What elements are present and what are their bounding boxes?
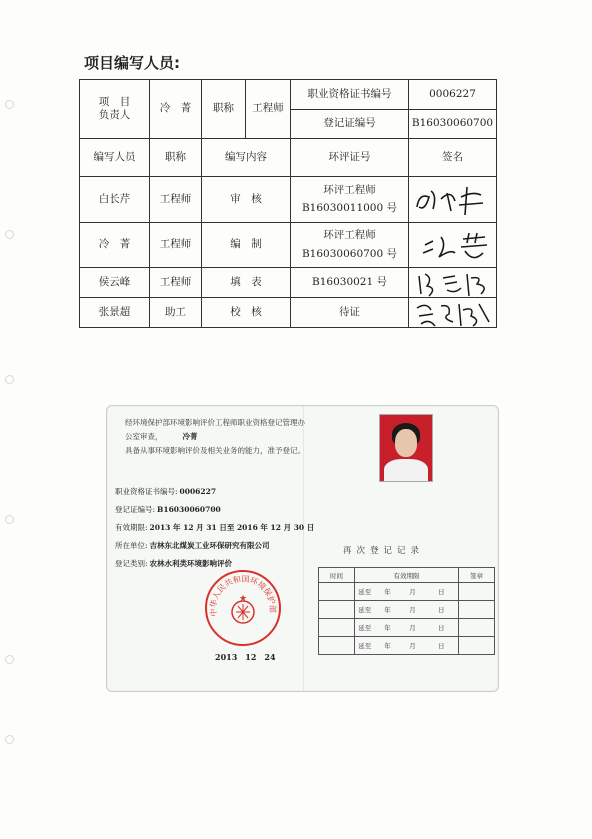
signature-cell (409, 268, 497, 298)
reg-no-value: B16030060700 (409, 110, 497, 139)
certificate-intro: 经环境保护部环境影响评价工程师职业资格登记管理办公室审查， 冷菁 具备从事环境影响评价及相关业务的能力，准予登记。 (125, 418, 305, 455)
punch-hole (5, 230, 14, 239)
staff-title: 助工 (150, 298, 202, 328)
reg-cell (319, 619, 355, 637)
staff-content: 审 核 (202, 177, 291, 223)
cert-no-line: 职业资格证书编号: 0006227 (115, 487, 217, 496)
punch-hole (5, 735, 14, 744)
reg-cell: 月 (401, 601, 425, 619)
category-line: 登记类别: 农林水利类环境影响评价 (115, 559, 233, 568)
leader-name: 冷 菁 (150, 80, 202, 139)
staff-title: 工程师 (150, 223, 202, 268)
header-signature: 签名 (409, 139, 497, 177)
header-staff: 编写人员 (80, 139, 150, 177)
staff-cert: B16030021 号 (291, 268, 409, 298)
reg-header-validity: 有效期限 (355, 568, 459, 583)
handwritten-signature (411, 223, 495, 267)
staff-name: 张景超 (80, 298, 150, 328)
reg-cell: 日 (425, 601, 459, 619)
reg-cell: 延至 (355, 601, 375, 619)
staff-name: 冷 菁 (80, 223, 150, 268)
reg-cell: 月 (401, 619, 425, 637)
handwritten-signature (411, 177, 495, 221)
cert-no-label: 职业资格证书编号 (291, 80, 409, 110)
staff-table (79, 79, 497, 328)
reg-cell: 日 (425, 619, 459, 637)
leader-label: 项 目 负责人 (80, 80, 150, 139)
reg-cell (319, 583, 355, 601)
reg-cell: 延至 (355, 583, 375, 601)
staff-title: 工程师 (150, 268, 202, 298)
signature-cell (409, 223, 497, 268)
signature-cell (409, 177, 497, 223)
staff-title: 工程师 (150, 177, 202, 223)
reg-cell (319, 637, 355, 655)
reg-cell: 延至 (355, 637, 375, 655)
reg-cell: 延至 (355, 619, 375, 637)
header-content: 编写内容 (202, 139, 291, 177)
reg-cell (459, 601, 495, 619)
punch-hole (5, 655, 14, 664)
header-cert: 环评证号 (291, 139, 409, 177)
reg-cell (459, 637, 495, 655)
reg-cell: 月 (401, 637, 425, 655)
reg-header-time: 时间 (319, 568, 355, 583)
re-registration-title: 再次登记记录 (343, 546, 425, 556)
id-photo (379, 414, 433, 482)
handwritten-signature (411, 298, 495, 328)
staff-cert: 环评工程师 B16030060700 号 (291, 223, 409, 268)
reg-cell (459, 619, 495, 637)
reg-cell: 年 (375, 583, 401, 601)
reg-cell: 日 (425, 637, 459, 655)
staff-content: 填 表 (202, 268, 291, 298)
punch-hole (5, 375, 14, 384)
page-heading: 项目编写人员: (84, 54, 180, 72)
staff-content: 校 核 (202, 298, 291, 328)
signature-cell (409, 298, 497, 328)
punch-hole (5, 100, 14, 109)
punch-hole (5, 515, 14, 524)
staff-cert: 环评工程师 B16030011000 号 (291, 177, 409, 223)
leader-title: 工程师 (246, 80, 291, 139)
reg-header-stamp: 签章 (459, 568, 495, 583)
svg-text:★: ★ (238, 594, 248, 604)
re-registration-table (318, 567, 495, 655)
reg-cell: 日 (425, 583, 459, 601)
reg-cell (459, 583, 495, 601)
reg-cell: 年 (375, 619, 401, 637)
reg-cell: 年 (375, 637, 401, 655)
reg-cell: 年 (375, 601, 401, 619)
handwritten-signature (411, 268, 495, 298)
intro-name: 冷菁 (182, 432, 198, 441)
staff-name: 侯云峰 (80, 268, 150, 298)
registration-certificate (106, 405, 499, 692)
staff-content: 编 制 (202, 223, 291, 268)
validity-line: 有效期限: 2013 年 12 月 31 日至 2016 年 12 月 30 日 (115, 523, 315, 532)
svg-text:中华人民共和国环境保护部: 中华人民共和国环境保护部 (208, 574, 278, 617)
unit-line: 所在单位: 吉林东北煤炭工业环保研究有限公司 (115, 541, 270, 550)
reg-no-line: 登记证编号: B16030060700 (115, 505, 221, 514)
header-title: 职称 (150, 139, 202, 177)
official-seal (203, 568, 283, 648)
reg-no-label: 登记证编号 (291, 110, 409, 139)
cert-no-value: 0006227 (409, 80, 497, 110)
reg-cell: 月 (401, 583, 425, 601)
staff-cert: 待证 (291, 298, 409, 328)
leader-title-label: 职称 (202, 80, 246, 139)
staff-name: 白长芹 (80, 177, 150, 223)
seal-date: 2013 12 24 (215, 652, 276, 662)
reg-cell (319, 601, 355, 619)
